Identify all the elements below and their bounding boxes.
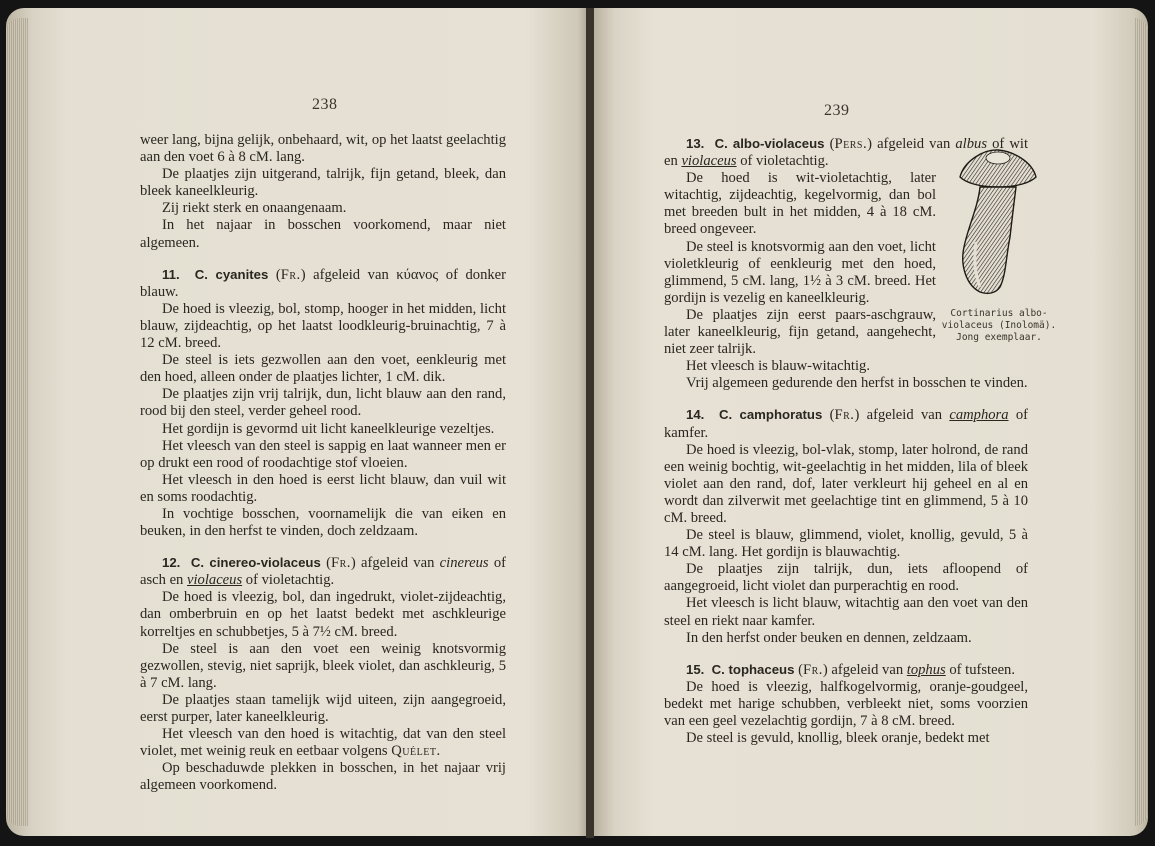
paragraph: In het najaar in bosschen voorkomend, maar niet algemeen. — [140, 217, 506, 251]
paragraph: Op beschaduwde plekken in bosschen, in het najaar vrij algemeen voorkomend. — [140, 760, 506, 794]
paragraph: Het vleesch in den hoed is eerst licht blauw, dan vuil wit en soms roodachtig. — [140, 471, 506, 505]
paragraph: Het vleesch is licht blauw, witachtig aan den voet van den steel en riekt naar kamfer. — [664, 595, 1028, 629]
paragraph: De plaatjes zijn vrij talrijk, dun, licht blauw aan den rand, rood bij den steel, verder geheel rood. — [140, 386, 506, 420]
paragraph: De steel is aan den voet een weinig knotsvormig gezwollen, stevig, niet saprijk, bleek violet, dan aschkleurig, 5 à 7 cM. lang. — [140, 640, 506, 691]
page-edges — [6, 18, 28, 826]
paragraph: De plaatjes zijn eerst paars-aschgrauw, later kaneelkleurig, fijn getand, aangehecht, niet zeer talrijk. — [664, 306, 936, 358]
right-text-column — [664, 135, 1028, 747]
species-name: C. cyanites — [194, 266, 269, 282]
paragraph: De steel is iets gezwollen aan den voet, eenkleurig met den hoed, alleen onder de plaatjes lichter, 1 cM. dik. — [140, 352, 506, 386]
paragraph: De hoed is wit-violetachtig, later witachtig, zijdeachtig, kegelvormig, dan bol met breeden bult in het midden, 4 à 18 cM. breed ongeveer. — [664, 170, 936, 238]
left-page — [6, 8, 586, 836]
paragraph: De plaatjes staan tamelijk wijd uiteen, zijn aangegroeid, eerst purper, later kaneelkleurig. — [140, 691, 506, 725]
species-heading: 11. C. cyanites (Fr.) afgeleid van κύανος of donker blauw. — [140, 266, 507, 300]
species-heading: 13. C. albo-violaceus (Pers.) afgeleid van albus of wit en violaceus of violetachtig. — [664, 136, 1029, 170]
species-heading: 14. C. camphoratus (Fr.) afgeleid van camphora of kamfer. — [664, 407, 1029, 441]
left-text-column — [140, 132, 506, 794]
paragraph: weer lang, bijna gelijk, onbehaard, wit, op het laatst geelachtig aan den voet 6 à 8 cM. lang. — [140, 132, 506, 166]
page-number: 239 — [824, 102, 850, 119]
text-beside-figure — [664, 170, 936, 358]
paragraph: In den herfst onder beuken en dennen, zeldzaam. — [686, 629, 972, 646]
author-abbrev: Fr. — [280, 266, 301, 283]
author-abbrev: Fr. — [834, 407, 855, 424]
page-number: 238 — [312, 96, 338, 113]
right-page — [594, 8, 1148, 836]
author-abbrev: Fr. — [802, 661, 823, 678]
paragraph: Het vleesch is blauw-witachtig. — [686, 358, 870, 375]
paragraph: De plaatjes zijn uitgerand, talrijk, fijn getand, bleek, dan bleek kaneelkleurig. — [140, 166, 506, 200]
paragraph: De plaatjes zijn talrijk, dun, iets afloopend of aangegroeid, licht violet dan purperachtig en rood. — [664, 561, 1028, 595]
paragraph: In vochtige bosschen, voornamelijk die van eiken en beuken, in den herfst te vinden, doch zeldzaam. — [140, 505, 506, 540]
page-edges — [1134, 18, 1148, 826]
species-name: C. tophaceus — [711, 661, 795, 677]
gutter — [586, 8, 594, 838]
paragraph: De hoed is vleezig, bol, stomp, hooger in het midden, licht blauw, zijdeachtig, op het laatst loodkleurig-bruinachtig, 7 à 12 cM. breed. — [140, 300, 506, 352]
species-heading: 12. C. cinereo-violaceus (Fr.) afgeleid van cinereus of asch en violaceus of violetachtig. — [140, 555, 506, 589]
author-name: Quélet — [391, 743, 437, 760]
author-abbrev: Pers. — [834, 136, 868, 152]
paragraph: De hoed is vleezig, bol-vlak, stomp, later holrond, de rand een weinig bochtig, wit-geelachtig in het midden, lila of bleek violet aan den rand, dof, later verkleurt hij geheel en al en wordt dan zilverwit met geelachtige tint en glimmend, 5 à 10 cM. breed. — [664, 441, 1028, 526]
open-book — [6, 8, 1148, 838]
paragraph: Zij riekt sterk en onaangenaam. — [162, 200, 347, 217]
figure-caption: Cortinarius albo-violaceus (Inolomä). Jong exemplaar. — [941, 308, 1057, 343]
species-name: C. camphoratus — [718, 407, 823, 423]
species-heading: 15. C. tophaceus (Fr.) afgeleid van tophus of tufsteen. — [686, 661, 1016, 678]
paragraph: De steel is knotsvormig aan den voet, licht violetkleurig of eenkleurig met den hoed, glimmend, 5 cM. lang, 1½ à 3 cM. breed. Het gordijn is vezelig en kaneelkleurig. — [664, 238, 936, 306]
paragraph: De hoed is vleezig, bol, dan ingedrukt, violet-zijdeachtig, dan omberbruin en op het laatst bedekt met aschkleurige korreltjes en schubbetjes, 5 à 7½ cM. breed. — [140, 589, 506, 640]
paragraph: Het vleesch van den hoed is witachtig, dat van den steel violet, met weinig reuk en eetbaar volgens Quélet. — [140, 726, 506, 760]
paragraph: De hoed is vleezig, halfkogelvormig, oranje-goudgeel, bedekt met harige schubben, verbleekt niet, soms voorzien van een geel vezelachtig gordijn, 7 à 8 cM. breed. — [664, 678, 1028, 729]
paragraph: Vrij algemeen gedurende den herfst in bosschen te vinden. — [686, 375, 1028, 392]
author-abbrev: Fr. — [330, 555, 351, 572]
species-name: C. cinereo-violaceus — [190, 555, 321, 571]
paragraph: Het gordijn is gevormd uit licht kaneelkleurige vezeltjes. — [162, 420, 495, 437]
paragraph: De steel is blauw, glimmend, violet, knollig, gevuld, 5 à 14 cM. lang. Het gordijn is blauwachtig. — [664, 527, 1028, 561]
species-name: C. albo-violaceus — [714, 136, 825, 151]
paragraph: Het vleesch van den steel is sappig en laat wanneer men er op drukt een rood of roodachtige stof vloeien. — [140, 437, 506, 471]
paragraph: De steel is gevuld, knollig, bleek oranje, bedekt met — [686, 730, 990, 747]
